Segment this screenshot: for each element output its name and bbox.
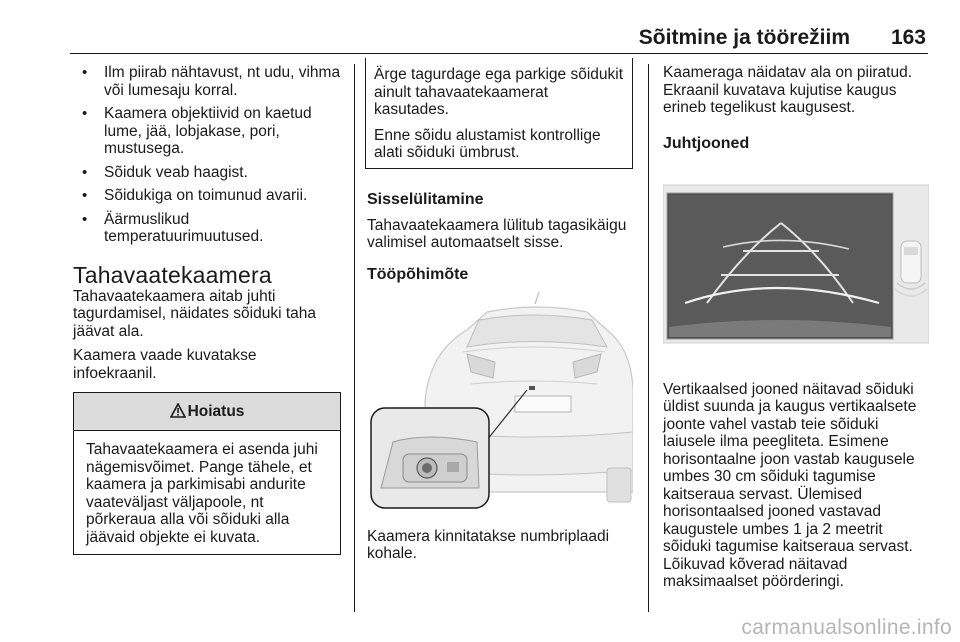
warning-text-cont-2: Enne sõidu alustamist kontrollige alati sõiduki ümbrust. [374,126,601,161]
car-rear-drawing [367,292,633,518]
warning-title: Hoiatus [187,403,245,420]
warning-text: Tahavaatekaamera ei asenda juhi nägemisvõimet. Pange tähele, et kaamera ja parkimisabi andurite vaateväljast väljapoole, nt põrkeraua alla või sõiduki alla jäävaid objekte ei kuvata. [86,441,318,546]
list-item: • Ilm piirab nähtavust, nt udu, vihma või lumesaju korral. [73,64,341,99]
watermark: carmanualsonline.info [741,616,952,639]
camera-display-drawing [663,163,929,371]
list-item: • Sõiduk veab haagist. [73,164,341,182]
warning-text-cont-1: Ärge tagurdage ega parkige sõidukit ainult tahavaatekaamerat kasutades. [374,66,624,118]
intro-paragraph: Tahavaatekaamera aitab juhti tagurdamisel, näidates sõiduki taha jäävat ala. [73,287,316,340]
warning-body [74,431,340,554]
guideline-paragraph: Vertikaalsed jooned näitavad sõiduki üldist suunda ja kaugus vertikaalsete joonte vahel vastab teie sõiduki laiusele ilma peegliteta. Esimene horisontaalne joon vastab kaugusele umbes 30 cm sõiduki tagumise kaitseraua servast. Ülemised horisontaalsed jooned vastavad kaugustele umbes 1 ja 2 meetrit sõiduki tagumise kaitseraua servast. Lõikuvad kõverad näitavad maksimaalset pöörderingi. [663,380,917,590]
range-paragraph: Kaameraga näidatav ala on piiratud. Ekraanil kuvatava kujutise kaugus erineb tegelikust kaugusest. [663,64,913,116]
section-title: Tahavaatekaamera [73,261,272,288]
list-item: • Sõidukiga on toimunud avarii. [73,187,341,205]
warning-header [74,393,340,431]
figure-caption: Kaamera kinnitatakse numbriplaadi kohale. [367,527,610,562]
column-divider-2 [648,64,649,612]
page-number: 163 [890,26,926,49]
subsection-title-activation: Sisselülitamine [367,190,484,208]
condition-list [73,64,341,246]
column-divider-1 [354,64,355,612]
display-paragraph: Kaamera vaade kuvatakse infoekraanil. [73,347,257,382]
column-1 [73,64,341,555]
subsection-title-operation: Tööpõhimõte [367,265,469,283]
page-header [70,24,928,54]
column-2 [367,64,633,570]
list-item: • Äärmuslikud temperatuurimuutused. [73,211,341,246]
warning-triangle-icon [170,403,186,418]
warning-box [73,392,341,555]
list-item: • Kaamera objektiivid on kaetud lume, jää, lobjakase, pori, mustusega. [73,105,341,158]
column-3 [663,64,929,598]
subsection-title-guidelines: Juhtjooned [663,134,750,152]
camera-location-illustration [367,292,633,518]
warning-box-continued [365,58,633,169]
page-title: Sõitmine ja töörežiim [638,26,850,49]
guideline-illustration [663,163,929,371]
activation-paragraph: Tahavaatekaamera lülitub tagasikäigu valimisel automaatselt sisse. [367,216,627,251]
